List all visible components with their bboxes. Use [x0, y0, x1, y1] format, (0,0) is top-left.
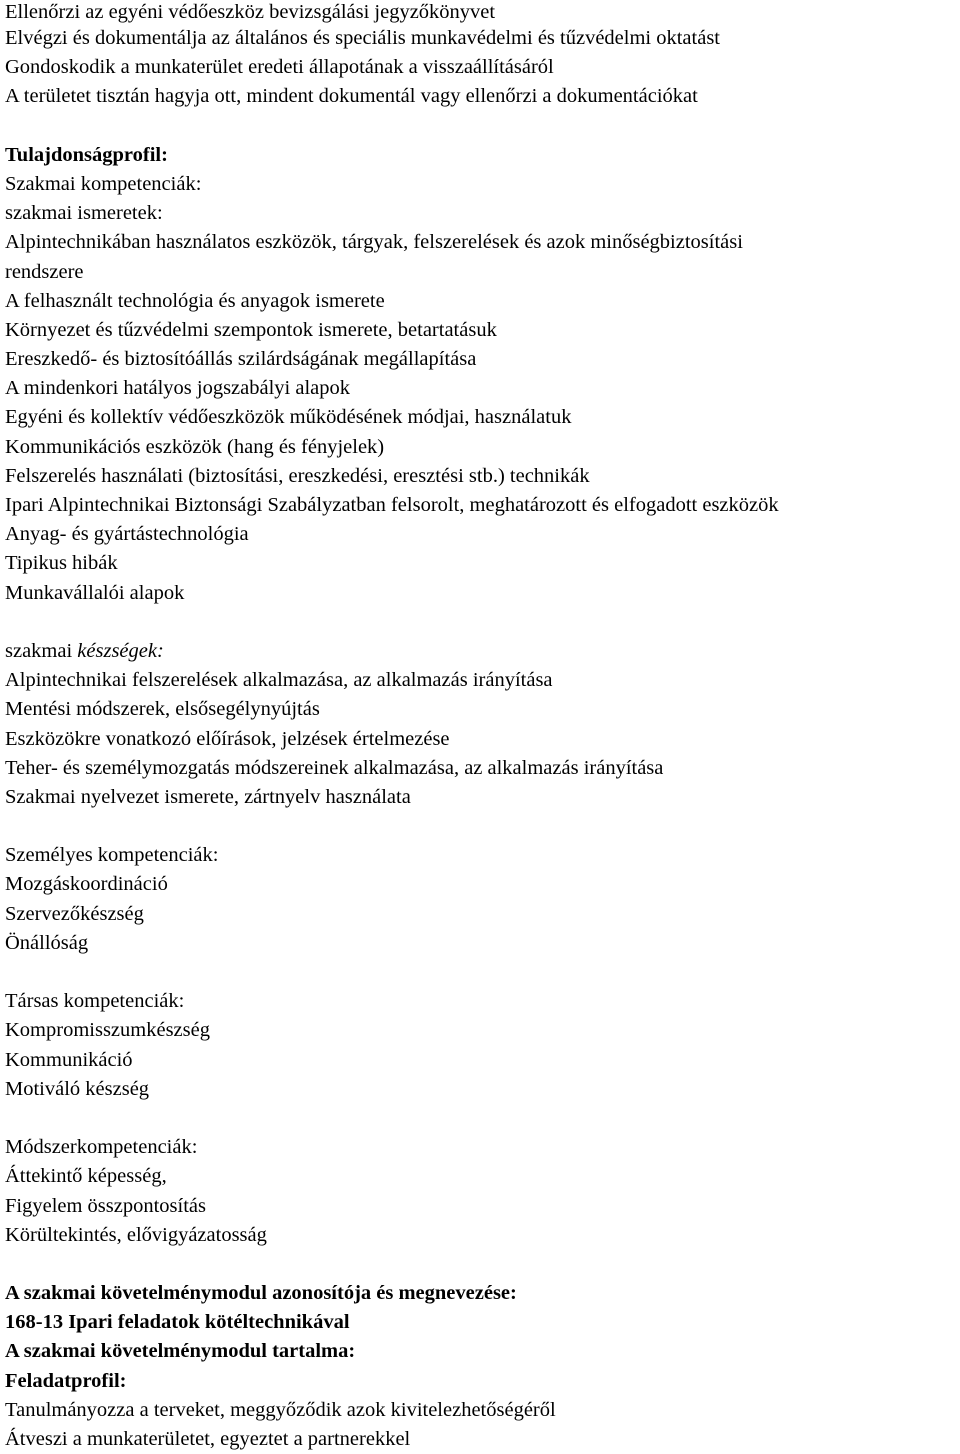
spacer — [5, 812, 957, 841]
knowledge-item: Egyéni és kollektív védőeszközök működésének módjai, használatuk — [5, 406, 572, 429]
personal-item: Önállóság — [5, 931, 89, 954]
knowledge-item: Anyag- és gyártástechnológia — [5, 523, 249, 546]
skills-heading-plain: szakmai — [5, 639, 78, 662]
social-item: Motiváló készség — [5, 1077, 150, 1100]
intro-line: Ellenőrzi az egyéni védőeszköz bevizsgálási jegyzőkönyvet — [5, 1, 496, 23]
knowledge-item: Környezet és tűzvédelmi szempontok ismerete, betartatásuk — [5, 318, 497, 341]
knowledge-item: Felszerelés használati (biztosítási, ereszkedési, eresztési stb.) technikák — [5, 464, 590, 487]
personal-item: Mozgáskoordináció — [5, 873, 168, 896]
skill-item: Mentési módszerek, elsősegélynyújtás — [5, 698, 320, 721]
method-item: Körültekintés, elővigyázatosság — [5, 1223, 267, 1246]
professional-competencies-heading: Szakmai kompetenciák: — [5, 172, 202, 195]
skill-item: Szakmai nyelvezet ismerete, zártnyelv használata — [5, 785, 411, 808]
skill-item: Eszközökre vonatkozó előírások, jelzések értelmezése — [5, 727, 450, 750]
knowledge-item: Munkavállalói alapok — [5, 581, 185, 604]
task-profile-heading: Feladatprofil: — [5, 1369, 127, 1392]
method-item: Áttekintő képesség, — [5, 1165, 167, 1188]
social-item: Kompromisszumkészség — [5, 1019, 210, 1042]
method-item: Figyelem összpontosítás — [5, 1194, 207, 1217]
spacer — [5, 112, 957, 141]
spacer — [5, 958, 957, 987]
module-content-heading: A szakmai követelménymodul tartalma: — [5, 1340, 356, 1363]
skill-item: Teher- és személymozgatás módszereinek alkalmazása, az alkalmazás irányítása — [5, 756, 664, 779]
knowledge-heading: szakmai ismeretek: — [5, 202, 163, 225]
task-item: Átveszi a munkaterületet, egyeztet a partnerekkel — [5, 1428, 411, 1450]
property-profile-heading: Tulajdonságprofil: — [5, 143, 168, 166]
personal-item: Szervezőkészség — [5, 902, 144, 925]
personal-competencies-heading: Személyes kompetenciák: — [5, 844, 219, 867]
intro-line: A területet tisztán hagyja ott, mindent dokumentál vagy ellenőrzi a dokumentációkat — [5, 85, 698, 108]
skills-heading — [5, 637, 957, 666]
module-id-heading: A szakmai követelménymodul azonosítója és megnevezése: — [5, 1282, 517, 1305]
knowledge-item: Ipari Alpintechnikai Biztonsági Szabályzatban felsorolt, meghatározott és elfogadott eszközök — [5, 494, 779, 516]
social-item: Kommunikáció — [5, 1048, 133, 1071]
skills-heading-italic: készségek: — [77, 639, 164, 662]
spacer — [5, 608, 957, 637]
knowledge-item: Tipikus hibák — [5, 552, 118, 575]
task-item: Tanulmányozza a terveket, meggyőződik azok kivitelezhetőségéről — [5, 1398, 556, 1421]
knowledge-item: rendszere — [5, 260, 84, 283]
method-competencies-heading: Módszerkompetenciák: — [5, 1136, 198, 1159]
social-competencies-heading: Társas kompetenciák: — [5, 990, 185, 1013]
spacer — [5, 1104, 957, 1133]
knowledge-item: A felhasznált technológia és anyagok ismerete — [5, 289, 385, 312]
spacer — [5, 1250, 957, 1279]
knowledge-item: A mindenkori hatályos jogszabályi alapok — [5, 377, 351, 400]
knowledge-item: Ereszkedő- és biztosítóállás szilárdságának megállapítása — [5, 348, 477, 371]
module-id-value: 168-13 Ipari feladatok kötéltechnikával — [5, 1311, 350, 1334]
knowledge-item: Kommunikációs eszközök (hang és fényjelek) — [5, 435, 385, 458]
skill-item: Alpintechnikai felszerelések alkalmazása, az alkalmazás irányítása — [5, 669, 553, 692]
document-page — [5, 0, 957, 1454]
intro-line: Elvégzi és dokumentálja az általános és speciális munkavédelmi és tűzvédelmi oktatást — [5, 27, 720, 49]
intro-line: Gondoskodik a munkaterület eredeti állapotának a visszaállításáról — [5, 56, 554, 79]
knowledge-item: Alpintechnikában használatos eszközök, tárgyak, felszerelések és azok minőségbiztosítási — [5, 231, 743, 254]
